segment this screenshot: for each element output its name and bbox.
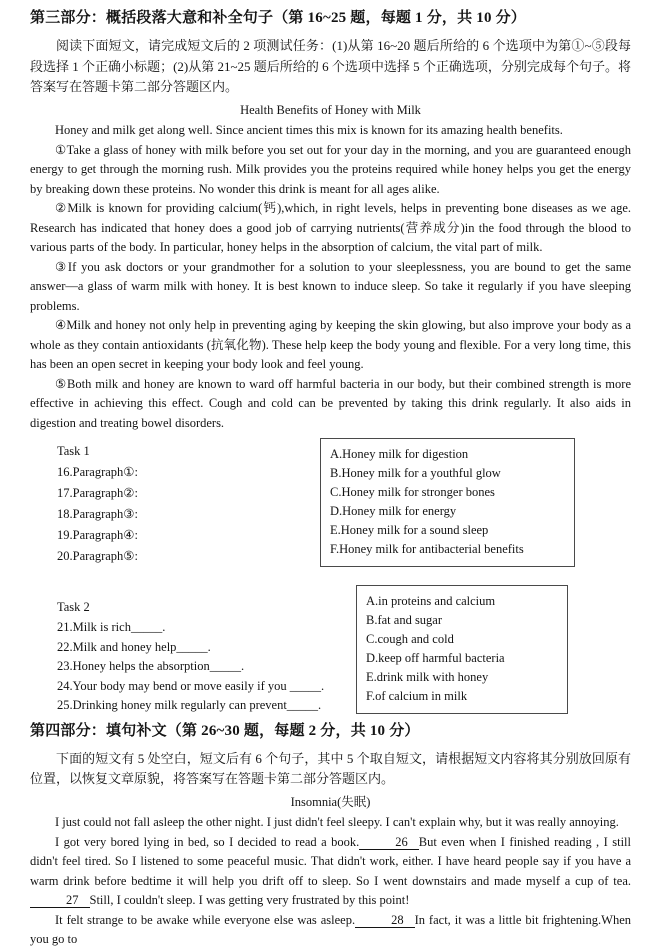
- task1-option-e: E.Honey milk for a sound sleep: [330, 523, 489, 537]
- passage1-paragraph-intro: Honey and milk get along well. Since ancient times this mix is known for its amazing health benefits.: [55, 123, 563, 137]
- task2-item-25: 25.Drinking honey milk regularly can prevent_____.: [57, 698, 322, 712]
- task2-option-e: E.drink milk with honey: [366, 670, 489, 684]
- passage1-paragraph-1: ①Take a glass of honey with milk before you set out for your day in the morning, and you are guaranteed enough energy to get through the morning rush. Milk provides you the proteins required while honey helps you get the energy by breaking down these proteins. No wonder this drink is meant for all ages alike.: [30, 142, 631, 196]
- task1-label: Task 1: [57, 444, 90, 458]
- task2-section: [30, 585, 631, 716]
- blank-26: 26: [359, 835, 419, 850]
- task2-item-24: 24.Your body may bend or move easily if you _____.: [57, 678, 325, 693]
- task2-item-22: 22.Milk and honey help_____.: [57, 639, 211, 654]
- passage1-title: Health Benefits of Honey with Milk: [240, 102, 421, 117]
- task2-label: Task 2: [57, 600, 90, 614]
- task2-items: [30, 585, 356, 716]
- task1-item-18: 18.Paragraph③:: [57, 507, 138, 521]
- passage1-paragraph-4: ④Milk and honey not only help in preventing aging by keeping the skin glowing, but also improve your body as a whole as they contain antioxidants (抗氧化物). These help keep the body young and flexible. For a very long time, this has been an open secret in keeping your body look and feel young.: [30, 318, 631, 371]
- task1-option-f: F.Honey milk for antibacterial benefits: [330, 542, 524, 556]
- task2-option-a: A.in proteins and calcium: [366, 594, 496, 608]
- blank-28: 28: [355, 913, 415, 928]
- passage1-paragraph-2: ②Milk is known for providing calcium(钙),which, in right levels, helps in preventing bone diseases as we age. Research has indicated that honey does a good job of carrying nutrients(营养成分)in the food through the blood to various parts of the body. In particular, honey helps in the absorption of calcium, the vital part of milk.: [30, 201, 631, 254]
- passage2-paragraph-1: I just could not fall asleep the other night. I just didn't feel sleepy. I can't explain why, but it was really annoying.: [55, 815, 619, 829]
- task1-section: [30, 438, 631, 567]
- part4-instructions: 下面的短文有 5 处空白，短文后有 6 个句子，其中 5 个取自短文，请根据短文内容将其分别放回原有位置，以恢复文章原貌，将答案写在答题卡第二部分答题区内。: [30, 750, 631, 786]
- task2-option-b: B.fat and sugar: [366, 613, 443, 627]
- task1-item-16: 16.Paragraph①:: [57, 465, 138, 479]
- task2-item-23: 23.Honey helps the absorption_____.: [57, 659, 245, 673]
- passage1-paragraph-3: ③If you ask doctors or your grandmother for a solution to your sleeplessness, you are bound to get the same answer—a glass of warm milk with honey. It is best known to induce sleep. So take it regularly if you have sleeping problems.: [30, 259, 631, 313]
- task2-item-21: 21.Milk is rich_____.: [57, 620, 166, 634]
- blank-27: 27: [30, 893, 90, 908]
- passage2-paragraph-3: It felt strange to be awake while everyone else was asleep. 28 In fact, it was a little bit frightening.When you go to: [30, 912, 632, 946]
- part3-instructions: 阅读下面短文，请完成短文后的 2 项测试任务：(1)从第 16~20 题后所给的 6 个选项中为第①~⑤段每段选择 1 个正确小标题；(2)从第 21~25 题后所给的 6 个选项中选择 5 个正确选项，分别完成每个句子。将答案写在答题卡第二部分答题区内。: [30, 38, 631, 94]
- task1-item-19: 19.Paragraph④:: [57, 528, 138, 542]
- task2-options-box: [356, 585, 568, 714]
- task1-item-17: 17.Paragraph②:: [57, 486, 138, 500]
- part4-heading: 第四部分：填句补文（第 26~30 题，每题 2 分，共 10 分）: [30, 722, 420, 739]
- task1-item-20: 20.Paragraph⑤:: [57, 549, 138, 563]
- task1-option-d: D.Honey milk for energy: [330, 504, 457, 518]
- passage2-paragraph-2: I got very bored lying in bed, so I decided to read a book. 26 But even when I finished reading , I still didn't feel tired. So I listened to some peaceful music. That didn't work, either. I have heard people say if you have a warm drink before bedtime it will help you drift off to sleep. So I went downstairs and made myself a cup of tea.27 Still, I couldn't sleep. I was getting very frustrated by this point!: [30, 834, 631, 907]
- passage2-title: Insomnia(失眠): [290, 794, 371, 809]
- part3-heading: 第三部分：概括段落大意和补全句子（第 16~25 题，每题 1 分，共 10 分）: [30, 10, 527, 26]
- task1-option-b: B.Honey milk for a youthful glow: [330, 466, 501, 480]
- task2-option-f: F.of calcium in milk: [366, 689, 468, 703]
- task1-options-box: [320, 438, 575, 567]
- task2-option-d: D.keep off harmful bacteria: [366, 651, 505, 665]
- task1-option-a: A.Honey milk for digestion: [330, 447, 469, 461]
- task1-items: [30, 438, 320, 567]
- task2-option-c: C.cough and cold: [366, 632, 454, 646]
- passage1-paragraph-5: ⑤Both milk and honey are known to ward off harmful bacteria in our body, but their combined strength is more effective in achieving this effect. Cough and cold can be prevented by taking this drink regularly. It also aids in digestion and treating bowel disorders.: [30, 376, 631, 430]
- task1-option-c: C.Honey milk for stronger bones: [330, 485, 495, 499]
